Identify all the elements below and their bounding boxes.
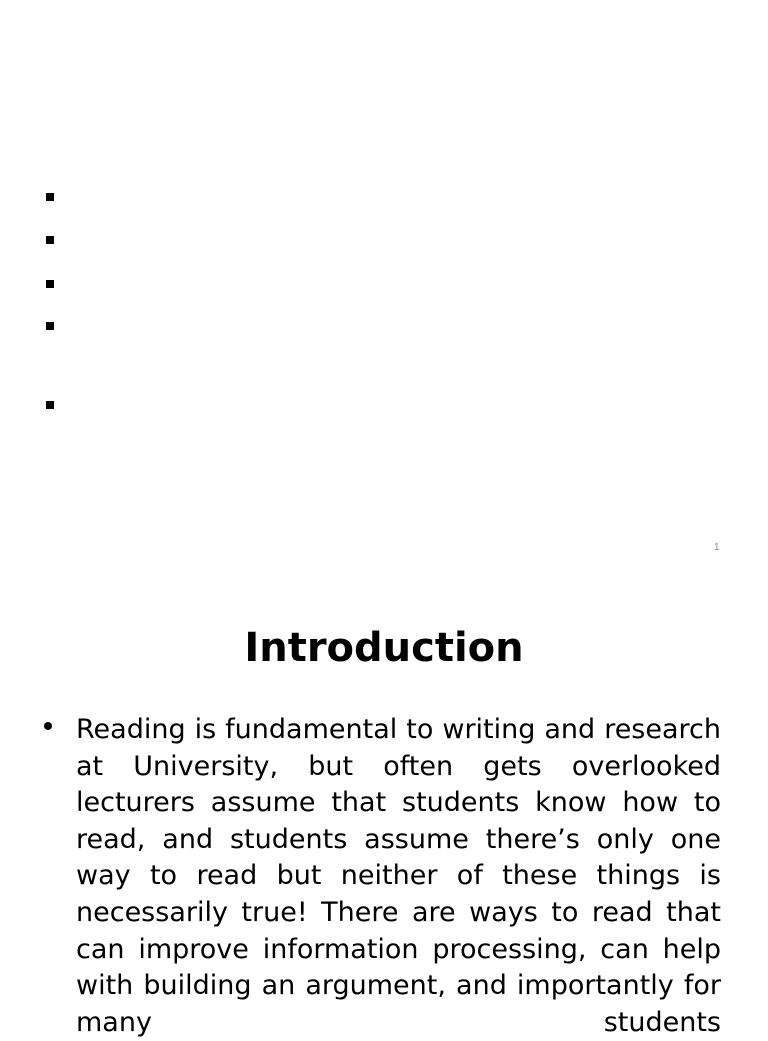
square-bullet-icon bbox=[46, 322, 54, 330]
slide-title: Introduction bbox=[244, 625, 524, 671]
square-bullet-icon bbox=[46, 280, 54, 288]
square-bullet-icon bbox=[46, 193, 54, 201]
square-bullet-icon bbox=[46, 236, 54, 244]
square-bullet-icon bbox=[46, 401, 54, 409]
bullet-paragraph: Reading is fundamental to writing and research at University, but often gets overlooked lecturers assume that students know how to read, and students assume there’s only one way to read but neither of these things is necessarily true! There are ways to read that can improve information processing, can help with building an argument, and importantly for many students bbox=[76, 714, 721, 1038]
bullet-dot-icon bbox=[44, 722, 52, 730]
slide-2 bbox=[0, 600, 768, 1038]
page-number: 1 bbox=[714, 542, 720, 553]
